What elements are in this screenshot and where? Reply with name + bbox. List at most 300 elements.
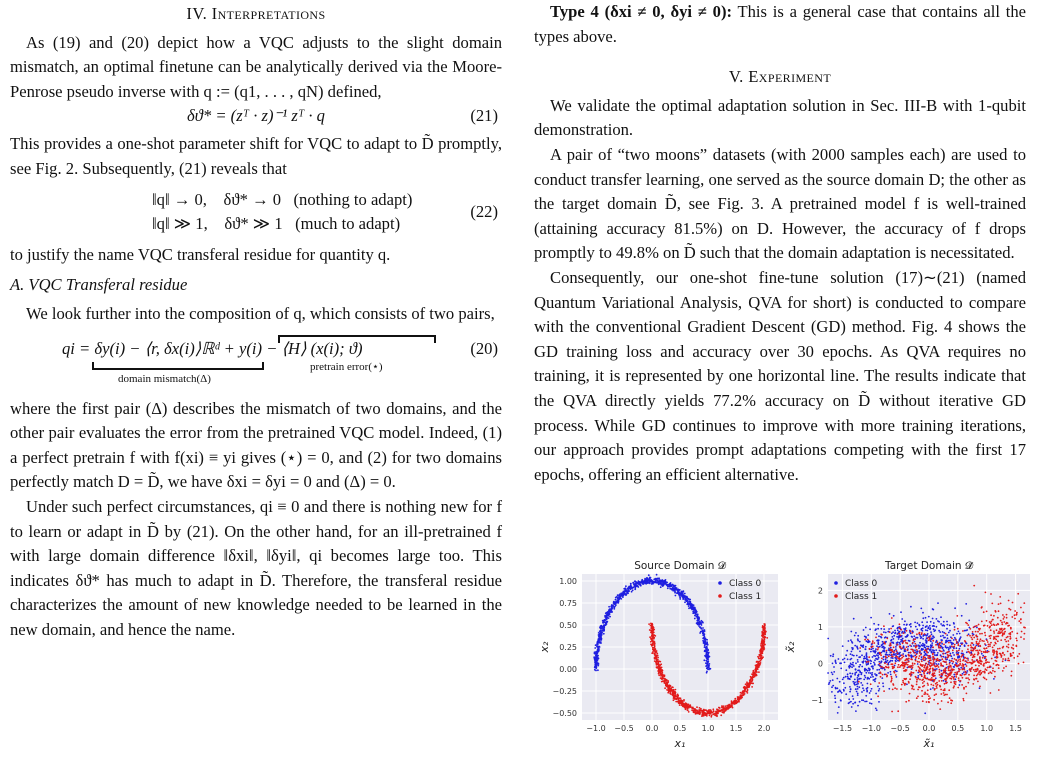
- data-point: [973, 626, 975, 628]
- data-point: [662, 674, 664, 676]
- paragraph: where the first pair (Δ) describes the mismatch of two domains, and the other pair evaluates the error from the pretrained VQC model. Indeed, (1) a perfect pretrain f with f(xi) ≡ yi gives (⋆) = 0, and (2) for two domains perfectly match D = D̃, we have δxi = δyi = 0 and (Δ) = 0.: [10, 398, 502, 492]
- data-point: [963, 665, 965, 667]
- data-point: [930, 644, 932, 646]
- data-point: [922, 648, 924, 650]
- data-point: [682, 595, 684, 597]
- data-point: [599, 639, 601, 641]
- data-point: [742, 694, 744, 696]
- data-point: [697, 614, 699, 616]
- data-point: [906, 659, 908, 661]
- data-point: [947, 637, 949, 639]
- data-point: [935, 644, 937, 646]
- data-point: [958, 677, 960, 679]
- data-point: [654, 650, 656, 652]
- data-point: [991, 658, 993, 660]
- data-point: [888, 654, 890, 656]
- data-point: [915, 646, 917, 648]
- data-point: [922, 686, 924, 688]
- data-point: [903, 667, 905, 669]
- data-point: [984, 656, 986, 658]
- data-point: [988, 666, 990, 668]
- data-point: [937, 602, 939, 604]
- data-point: [867, 641, 869, 643]
- data-point: [861, 691, 863, 693]
- data-point: [705, 656, 707, 658]
- data-point: [890, 649, 892, 651]
- data-point: [740, 698, 742, 700]
- equation-20: qi = δy(i) − ⟨r, δx(i)⟩ℝᵈ + y(i) − ⟨H⟩ (x(i); ϑ) domain mismatch(Δ) pretrain error(⋆) (20): [10, 331, 502, 393]
- data-point: [1004, 628, 1006, 630]
- data-point: [842, 659, 844, 661]
- data-point: [843, 682, 845, 684]
- data-point: [917, 696, 919, 698]
- data-point: [851, 651, 853, 653]
- data-point: [979, 687, 981, 689]
- data-point: [1001, 623, 1003, 625]
- data-point: [867, 634, 869, 636]
- data-point: [941, 700, 943, 702]
- data-point: [909, 644, 911, 646]
- data-point: [921, 664, 923, 666]
- data-point: [852, 703, 854, 705]
- data-point: [910, 623, 912, 625]
- data-point: [1016, 633, 1018, 635]
- data-point: [1012, 648, 1014, 650]
- data-point: [675, 689, 677, 691]
- data-point: [953, 666, 955, 668]
- data-point: [919, 642, 921, 644]
- data-point: [952, 661, 954, 663]
- data-point: [899, 643, 901, 645]
- data-point: [854, 674, 856, 676]
- data-point: [990, 622, 992, 624]
- data-point: [953, 687, 955, 689]
- data-point: [851, 658, 853, 660]
- data-point: [910, 673, 912, 675]
- data-point: [1008, 658, 1010, 660]
- data-point: [595, 644, 597, 646]
- data-point: [966, 658, 968, 660]
- data-point: [643, 581, 645, 583]
- data-point: [963, 669, 965, 671]
- data-point: [913, 645, 915, 647]
- data-point: [604, 619, 606, 621]
- data-point: [930, 684, 932, 686]
- data-point: [950, 699, 952, 701]
- data-point: [979, 686, 981, 688]
- y-tick-label: 0.00: [559, 664, 577, 674]
- data-point: [961, 644, 963, 646]
- data-point: [754, 673, 756, 675]
- data-point: [908, 661, 910, 663]
- data-point: [954, 637, 956, 639]
- data-point: [912, 662, 914, 664]
- data-point: [871, 688, 873, 690]
- data-point: [920, 608, 922, 610]
- data-point: [865, 646, 867, 648]
- data-point: [1008, 600, 1010, 602]
- x-tick-label: 0.0: [645, 724, 659, 733]
- data-point: [888, 688, 890, 690]
- data-point: [938, 666, 940, 668]
- data-point: [948, 689, 950, 691]
- data-point: [703, 636, 705, 638]
- data-point: [607, 612, 609, 614]
- data-point: [929, 628, 931, 630]
- data-point: [680, 702, 682, 704]
- data-point: [962, 677, 964, 679]
- paragraph: This provides a one-shot parameter shift for VQC to adapt to D̃ promptly, see Fig. 2. Subsequently, (21) reveals that: [10, 134, 502, 178]
- data-point: [933, 628, 935, 630]
- data-point: [658, 669, 660, 671]
- data-point: [976, 641, 978, 643]
- data-point: [844, 662, 846, 664]
- data-point: [945, 633, 947, 635]
- data-point: [890, 681, 892, 683]
- data-point: [932, 679, 934, 681]
- data-point: [742, 692, 744, 694]
- data-point: [901, 618, 903, 620]
- data-point: [836, 678, 838, 680]
- data-point: [958, 631, 960, 633]
- data-point: [1024, 627, 1026, 629]
- data-point: [972, 660, 974, 662]
- data-point: [862, 699, 864, 701]
- data-point: [932, 646, 934, 648]
- data-point: [678, 698, 680, 700]
- data-point: [860, 644, 862, 646]
- data-point: [597, 641, 599, 643]
- data-point: [948, 642, 950, 644]
- data-point: [659, 666, 661, 668]
- data-point: [872, 640, 874, 642]
- data-point: [979, 674, 981, 676]
- data-point: [986, 647, 988, 649]
- data-point: [648, 623, 650, 625]
- data-point: [725, 705, 727, 707]
- data-point: [876, 640, 878, 642]
- data-point: [898, 657, 900, 659]
- data-point: [937, 641, 939, 643]
- data-point: [618, 596, 620, 598]
- data-point: [1018, 663, 1020, 665]
- data-point: [943, 656, 945, 658]
- data-point: [995, 664, 997, 666]
- data-point: [981, 661, 983, 663]
- data-point: [876, 669, 878, 671]
- data-point: [983, 611, 985, 613]
- data-point: [885, 632, 887, 634]
- data-point: [925, 663, 927, 665]
- data-point: [597, 658, 599, 660]
- data-point: [963, 700, 965, 702]
- data-point: [946, 621, 948, 623]
- data-point: [732, 707, 734, 709]
- data-point: [847, 673, 849, 675]
- data-point: [705, 713, 707, 715]
- data-point: [1005, 623, 1007, 625]
- data-point: [707, 711, 709, 713]
- data-point: [1012, 652, 1014, 654]
- data-point: [996, 652, 998, 654]
- data-point: [919, 652, 921, 654]
- data-point: [893, 666, 895, 668]
- data-point: [1006, 614, 1008, 616]
- data-point: [949, 646, 951, 648]
- data-point: [903, 645, 905, 647]
- data-point: [912, 649, 914, 651]
- data-point: [883, 656, 885, 658]
- data-point: [990, 629, 992, 631]
- y-tick-label: 0.25: [559, 643, 577, 652]
- data-point: [936, 660, 938, 662]
- data-point: [761, 645, 763, 647]
- data-point: [980, 672, 982, 674]
- data-point: [655, 648, 657, 650]
- data-point: [906, 646, 908, 648]
- data-point: [918, 647, 920, 649]
- overbrace: [278, 335, 436, 343]
- data-point: [903, 624, 905, 626]
- data-point: [866, 661, 868, 663]
- data-point: [1000, 632, 1002, 634]
- data-point: [699, 707, 701, 709]
- data-point: [918, 671, 920, 673]
- data-point: [859, 650, 861, 652]
- data-point: [869, 702, 871, 704]
- data-point: [1010, 633, 1012, 635]
- data-point: [997, 648, 999, 650]
- data-point: [889, 613, 891, 615]
- data-point: [877, 686, 879, 688]
- data-point: [972, 683, 974, 685]
- data-point: [940, 616, 942, 618]
- data-point: [660, 677, 662, 679]
- data-point: [896, 688, 898, 690]
- data-point: [905, 650, 907, 652]
- data-point: [753, 674, 755, 676]
- legend-marker: [834, 581, 838, 585]
- data-point: [990, 642, 992, 644]
- y-tick-label: −0.25: [552, 686, 577, 696]
- right-column: [534, 0, 1026, 487]
- data-point: [989, 627, 991, 629]
- data-point: [704, 646, 706, 648]
- data-point: [890, 647, 892, 649]
- data-point: [872, 642, 874, 644]
- data-point: [981, 607, 983, 609]
- data-point: [845, 676, 847, 678]
- data-point: [977, 631, 979, 633]
- data-point: [945, 642, 947, 644]
- data-point: [936, 663, 938, 665]
- data-point: [705, 709, 707, 711]
- data-point: [878, 669, 880, 671]
- data-point: [651, 623, 653, 625]
- data-point: [678, 702, 680, 704]
- data-point: [959, 663, 961, 665]
- data-point: [608, 606, 610, 608]
- data-point: [875, 637, 877, 639]
- data-point: [999, 653, 1001, 655]
- data-point: [891, 678, 893, 680]
- data-point: [861, 661, 863, 663]
- data-point: [704, 643, 706, 645]
- data-point: [652, 626, 654, 628]
- data-point: [917, 675, 919, 677]
- data-point: [655, 658, 657, 660]
- figure-two-moons: [538, 556, 1038, 756]
- data-point: [864, 668, 866, 670]
- data-point: [998, 610, 1000, 612]
- data-point: [701, 631, 703, 633]
- data-point: [682, 598, 684, 600]
- data-point: [849, 672, 851, 674]
- data-point: [926, 701, 928, 703]
- data-point: [731, 700, 733, 702]
- y-tick-label: 2: [817, 586, 823, 596]
- x-tick-label: 0.5: [951, 724, 965, 733]
- data-point: [838, 658, 840, 660]
- data-point: [853, 618, 855, 620]
- data-point: [904, 648, 906, 650]
- data-point: [850, 663, 852, 665]
- data-point: [709, 663, 711, 665]
- data-point: [650, 625, 652, 627]
- data-point: [976, 659, 978, 661]
- data-point: [857, 686, 859, 688]
- data-point: [670, 688, 672, 690]
- paragraph: A pair of “two moons” datasets (with 2000 samples each) are used to conduct transfer learning, one served as the source domain D; the other as the target domain D̃, see Fig. 3. A pretrained model f is well-trained (attaining accuracy 81.5%) on D. However, the accuracy of f drops promptly to 49.8% on D̃ such that the domain adaptation is necessitated.: [534, 144, 1026, 263]
- data-point: [891, 633, 893, 635]
- data-point: [687, 604, 689, 606]
- data-point: [921, 679, 923, 681]
- data-point: [878, 657, 880, 659]
- x-tick-label: −1.0: [861, 724, 882, 733]
- data-point: [914, 641, 916, 643]
- data-point: [992, 647, 994, 649]
- data-point: [969, 635, 971, 637]
- data-point: [940, 635, 942, 637]
- data-point: [901, 684, 903, 686]
- data-point: [913, 689, 915, 691]
- data-point: [613, 608, 615, 610]
- data-point: [876, 645, 878, 647]
- paragraph: Under such perfect circumstances, qi ≡ 0 and there is nothing new for f to learn or adapt in D̃ by (21). On the other hand, for an ill-pretrained f with large domain difference ‖δxi‖, ‖δyi‖, qi becomes large too. This indicates δϑ* has much to adapt in D̃. Therefore, the transferal residue characterizes the amount of new knowledge needed to be learned in the new domain, and hence the name.: [10, 496, 502, 639]
- data-point: [979, 658, 981, 660]
- data-point: [921, 695, 923, 697]
- data-point: [947, 676, 949, 678]
- data-point: [851, 654, 853, 656]
- data-point: [1004, 631, 1006, 633]
- data-point: [858, 681, 860, 683]
- data-point: [981, 653, 983, 655]
- data-point: [865, 672, 867, 674]
- data-point: [993, 632, 995, 634]
- data-point: [977, 660, 979, 662]
- data-point: [955, 639, 957, 641]
- data-point: [941, 651, 943, 653]
- data-point: [897, 629, 899, 631]
- data-point: [959, 638, 961, 640]
- data-point: [703, 634, 705, 636]
- data-point: [938, 621, 940, 623]
- paragraph: We validate the optimal adaptation solution in Sec. III-B with 1-qubit demonstration.: [534, 95, 1026, 140]
- data-point: [908, 681, 910, 683]
- data-point: [709, 709, 711, 711]
- data-point: [744, 691, 746, 693]
- data-point: [953, 646, 955, 648]
- paragraph: to justify the name VQC transferal residue for quantity q.: [10, 244, 391, 264]
- data-point: [928, 702, 930, 704]
- data-point: [949, 624, 951, 626]
- data-point: [910, 675, 912, 677]
- data-point: [941, 643, 943, 645]
- data-point: [948, 655, 950, 657]
- data-point: [910, 665, 912, 667]
- data-point: [740, 694, 742, 696]
- data-point: [869, 692, 871, 694]
- data-point: [646, 577, 648, 579]
- data-point: [831, 672, 833, 674]
- data-point: [962, 630, 964, 632]
- data-point: [715, 712, 717, 714]
- data-point: [681, 591, 683, 593]
- data-point: [950, 660, 952, 662]
- data-point: [894, 672, 896, 674]
- data-point: [692, 707, 694, 709]
- data-point: [981, 621, 983, 623]
- data-point: [932, 670, 934, 672]
- data-point: [877, 628, 879, 630]
- data-point: [930, 631, 932, 633]
- data-point: [961, 615, 963, 617]
- data-point: [654, 660, 656, 662]
- data-point: [901, 647, 903, 649]
- data-point: [684, 599, 686, 601]
- data-point: [969, 652, 971, 654]
- data-point: [1021, 631, 1023, 633]
- data-point: [753, 672, 755, 674]
- data-point: [881, 658, 883, 660]
- data-point: [933, 664, 935, 666]
- data-point: [646, 579, 648, 581]
- data-point: [915, 660, 917, 662]
- subsection-heading: A. VQC Transferal residue: [10, 275, 188, 295]
- data-point: [760, 658, 762, 660]
- data-point: [950, 666, 952, 668]
- overbrace-label: pretrain error(⋆): [310, 360, 383, 373]
- data-point: [740, 696, 742, 698]
- data-point: [882, 641, 884, 643]
- data-point: [934, 679, 936, 681]
- data-point: [946, 641, 948, 643]
- data-point: [992, 670, 994, 672]
- data-point: [1003, 616, 1005, 618]
- data-point: [982, 655, 984, 657]
- data-point: [665, 683, 667, 685]
- data-point: [988, 673, 990, 675]
- data-point: [931, 664, 933, 666]
- data-point: [847, 658, 849, 660]
- data-point: [902, 638, 904, 640]
- data-point: [894, 662, 896, 664]
- data-point: [1000, 603, 1002, 605]
- data-point: [702, 715, 704, 717]
- data-point: [921, 690, 923, 692]
- data-point: [962, 667, 964, 669]
- x-tick-label: −1.0: [586, 724, 606, 733]
